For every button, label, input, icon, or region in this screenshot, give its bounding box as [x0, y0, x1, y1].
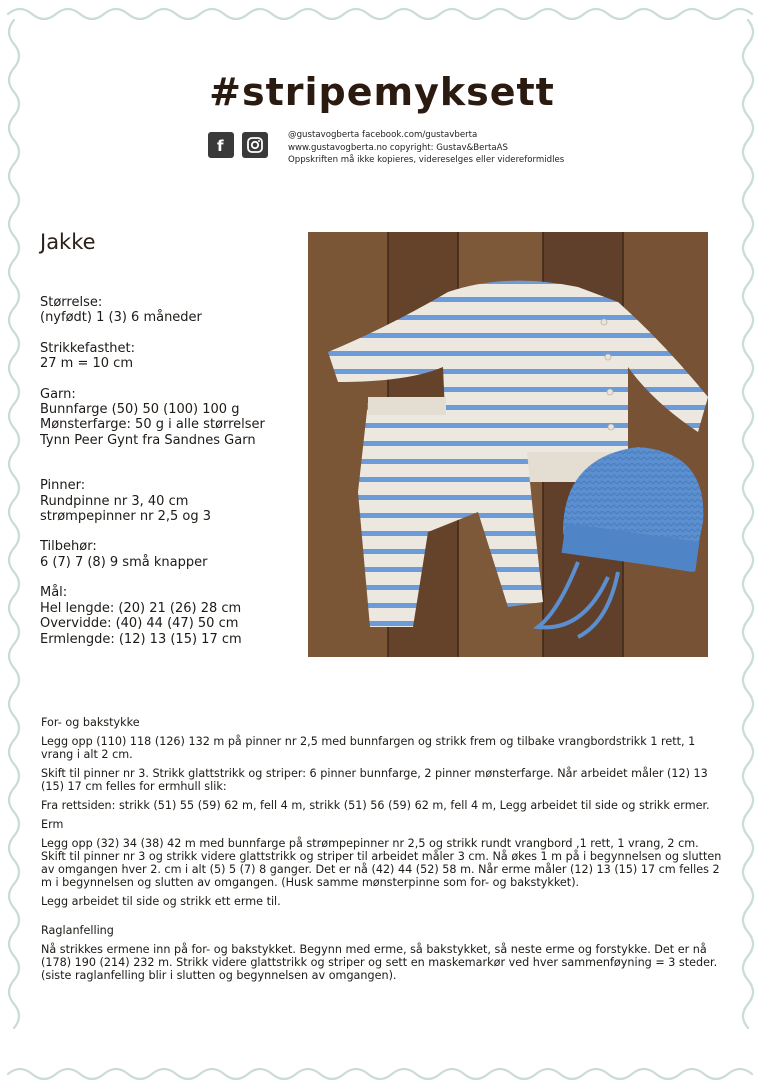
paragraph: Legg opp (110) 118 (126) 132 m på pinner nr 2,5 med bunnfargen og strikk frem og tilbake vrangbordstrikk 1 rett, 1 vrang i alt 2 cm.	[41, 735, 696, 761]
instagram-icon[interactable]	[242, 132, 268, 158]
spec-heading: Mål:	[40, 585, 68, 601]
credits-line: Oppskriften må ikke kopieres, videreselges eller videreformidles	[288, 155, 565, 165]
spec-line: Overvidde: (40) 44 (47) 50 cm	[40, 616, 239, 632]
spec-heading: Garn:	[40, 386, 76, 402]
spec-measurements	[40, 585, 265, 647]
spec-line: Ermlengde: (12) 13 (15) 17 cm	[40, 631, 242, 647]
spec-line: Tynn Peer Gynt fra Sandnes Garn	[40, 432, 256, 448]
spec-heading: Pinner:	[40, 478, 86, 494]
heading-erm: Erm	[41, 818, 64, 831]
credits-line: www.gustavogberta.no copyright: Gustav&BertaAS	[288, 142, 508, 153]
spec-accessories	[40, 539, 265, 570]
paragraph: Legg opp (32) 34 (38) 42 m med bunnfarge på strømpepinner nr 2,5 og strikk rundt vrangbord ,1 rett, 1 vrang, 2 cm. Skift til pinner nr 3 og strikk videre glattstrikk og striper til arbeidet måler 3 cm. Nå økes 1 m på i begynnelsen og slutten av omgangen hver 2. cm i alt (5) 5 (7) 8 ganger. Det er nå (42) 44 (52) 58 m. Når erme måler (12) 13 (15) 17 cm felles 2 m i begynnelsen og slutten av omgangen. (Husk samme mønsterpinne som for- og bakstykket).	[41, 837, 722, 889]
product-photo	[308, 232, 708, 657]
instructions-body	[41, 716, 727, 988]
paragraph: Nå strikkes ermene inn på for- og bakstykket. Begynn med erme, så bakstykket, så neste erme og forstykke. Det er nå (178) 190 (214) 232 m. Strikk videre glattstrikk og striper og sett en maskemarkør ved hver sammenføyning = 3 steder. (siste raglanfelling blir i slutten og begynnelsen av omgangen).	[41, 943, 718, 982]
spec-size	[40, 295, 265, 326]
heading-for-bak: For- og bakstykke	[41, 716, 140, 729]
specs-list	[40, 295, 265, 662]
spec-yarn	[40, 387, 265, 449]
spec-line: 6 (7) 7 (8) 9 små knapper	[40, 554, 208, 570]
paragraph: Skift til pinner nr 3. Strikk glattstrikk og striper: 6 pinner bunnfarge, 2 pinner mønsterfarge. Når arbeidet måler (12) 13 (15) 17 cm felles for ermhull slik:	[41, 767, 708, 793]
spec-heading: Strikkefasthet:	[40, 340, 136, 356]
spec-line: 27 m = 10 cm	[40, 356, 133, 372]
spec-gauge	[40, 341, 265, 372]
social-icons	[208, 132, 268, 158]
heading-raglan: Raglanfelling	[41, 924, 114, 937]
svg-text:f: f	[217, 137, 224, 154]
credits-line: @gustavogberta facebook.com/gustavberta	[288, 130, 478, 140]
spec-heading: Tilbehør:	[40, 539, 97, 555]
spec-line: Mønsterfarge: 50 g i alle størrelser	[40, 417, 265, 433]
spec-line: Rundpinne nr 3, 40 cm	[40, 493, 189, 509]
spec-line: Hel lengde: (20) 21 (26) 28 cm	[40, 600, 242, 616]
paragraph: Fra rettsiden: strikk (51) 55 (59) 62 m, fell 4 m, strikk (51) 56 (59) 62 m, fell 4 m, Legg arbeidet til side og strikk ermer.	[41, 799, 710, 812]
spec-needles	[40, 478, 265, 524]
spec-line: strømpepinner nr 2,5 og 3	[40, 509, 212, 525]
section-title: Jakke	[40, 230, 96, 254]
paragraph: Legg arbeidet til side og strikk ett erme til.	[41, 895, 281, 908]
spec-line: Bunnfarge (50) 50 (100) 100 g	[40, 402, 240, 418]
spec-heading: Størrelse:	[40, 295, 103, 310]
spec-line: (nyfødt) 1 (3) 6 måneder	[40, 310, 202, 326]
page-title: #stripemyksett	[209, 70, 555, 114]
credits-block	[288, 129, 564, 167]
facebook-icon[interactable]	[208, 132, 234, 158]
